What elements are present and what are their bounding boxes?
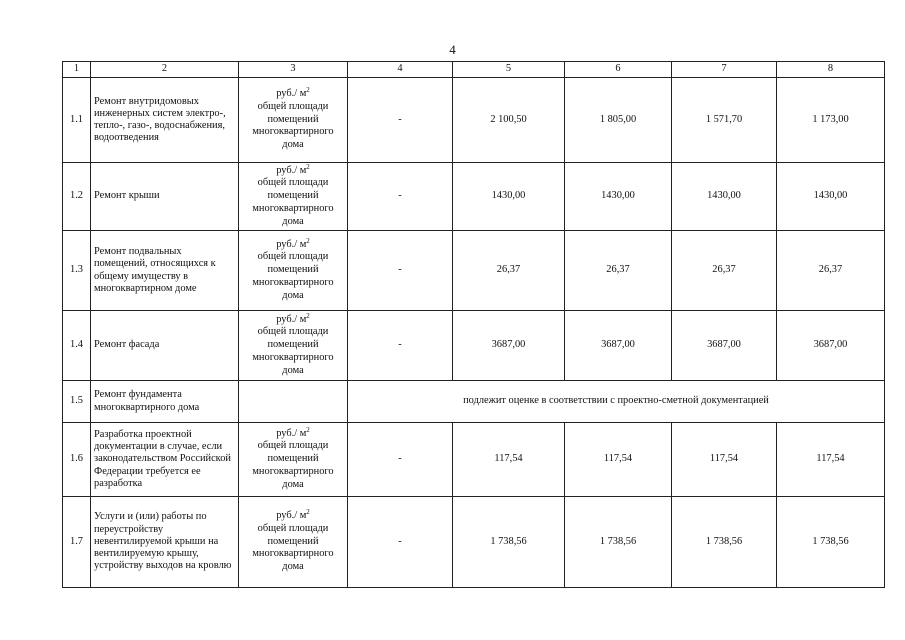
- unit-line5: дома: [282, 289, 304, 301]
- value-cell-8: 26,37: [777, 231, 885, 311]
- unit-line1: руб./ м: [276, 427, 307, 439]
- unit-sup: 2: [306, 236, 310, 245]
- row-number: 1.1: [63, 78, 91, 163]
- col4-cell: -: [348, 163, 453, 231]
- unit-cell: [239, 311, 348, 381]
- unit-cell: [239, 231, 348, 311]
- col4-cell: -: [348, 311, 453, 381]
- unit-line1: руб./ м: [276, 88, 307, 99]
- unit-line1: руб./ м: [276, 313, 307, 325]
- header-cell-1: 1: [63, 62, 91, 78]
- unit-line3: помещений: [267, 190, 319, 202]
- value-cell-6: 1430,00: [565, 163, 672, 231]
- value-cell-7: 1 571,70: [672, 78, 777, 163]
- unit-cell: [239, 423, 348, 497]
- value-cell-7: 26,37: [672, 231, 777, 311]
- header-cell-6: 6: [565, 62, 672, 78]
- work-name: Ремонт крыши: [91, 163, 239, 231]
- unit-line5: дома: [282, 561, 304, 573]
- value-cell-8: 117,54: [777, 423, 885, 497]
- col4-cell: -: [348, 497, 453, 588]
- unit-line3: помещений: [267, 339, 319, 351]
- unit-line2: общей площади: [257, 100, 329, 112]
- value-cell-5: 26,37: [453, 231, 565, 311]
- table-row: [63, 231, 885, 311]
- table-row: [63, 423, 885, 497]
- unit-sup: 2: [306, 86, 310, 94]
- unit-sup: 2: [306, 508, 310, 516]
- unit-line4: многоквартирного: [252, 202, 334, 214]
- header-cell-4: 4: [348, 62, 453, 78]
- unit-line3: помещений: [267, 535, 319, 547]
- rates-table: [62, 61, 885, 588]
- unit-line1: руб./ м: [276, 238, 307, 250]
- table-row: [63, 497, 885, 588]
- work-name: Услуги и (или) работы по переустройству невентилируемой крыши на вентилируемую крышу, устройству выходов на кровлю: [91, 497, 239, 588]
- unit-line5: дома: [282, 364, 304, 376]
- unit-cell: [239, 78, 348, 163]
- unit-line2: общей площади: [257, 522, 329, 534]
- header-row: [63, 62, 885, 78]
- table-row: [63, 78, 885, 163]
- header-cell-2: 2: [91, 62, 239, 78]
- unit-line3: помещений: [267, 453, 319, 465]
- table-row: [63, 163, 885, 231]
- value-cell-5: 1 738,56: [453, 497, 565, 588]
- header-cell-8: 8: [777, 62, 885, 78]
- unit-line4: многоквартирного: [252, 465, 334, 477]
- work-name: Ремонт фундамента многоквартирного дома: [91, 381, 239, 423]
- value-cell-5: 2 100,50: [453, 78, 565, 163]
- value-cell-7: 117,54: [672, 423, 777, 497]
- unit-cell-empty: [239, 381, 348, 423]
- col4-cell: -: [348, 78, 453, 163]
- table-row: [63, 381, 885, 423]
- unit-line5: дома: [282, 215, 304, 227]
- unit-line4: многоквартирного: [252, 126, 334, 138]
- value-cell-6: 117,54: [565, 423, 672, 497]
- value-cell-5: 3687,00: [453, 311, 565, 381]
- value-cell-5: 1430,00: [453, 163, 565, 231]
- work-name: Ремонт внутридомовых инженерных систем электро-, тепло-, газо-, водоснабжения, водоотведения: [91, 78, 239, 163]
- unit-line1: руб./ м: [276, 164, 307, 176]
- unit-line4: многоквартирного: [252, 351, 334, 363]
- unit-line3: помещений: [267, 113, 319, 125]
- unit-cell: [239, 163, 348, 231]
- value-cell-8: 3687,00: [777, 311, 885, 381]
- unit-line2: общей площади: [257, 326, 329, 338]
- col4-cell: -: [348, 231, 453, 311]
- assessment-note: подлежит оценке в соответствии с проектно-сметной документацией: [348, 381, 885, 423]
- work-name: Ремонт подвальных помещений, относящихся к общему имуществу в многоквартирном доме: [91, 231, 239, 311]
- page-number: 4: [449, 42, 456, 57]
- row-number: 1.4: [63, 311, 91, 381]
- unit-line5: дома: [282, 139, 304, 151]
- unit-line2: общей площади: [257, 177, 329, 189]
- header-cell-5: 5: [453, 62, 565, 78]
- value-cell-6: 1 738,56: [565, 497, 672, 588]
- unit-line4: многоквартирного: [252, 276, 334, 288]
- value-cell-8: 1430,00: [777, 163, 885, 231]
- value-cell-8: 1 173,00: [777, 78, 885, 163]
- row-number: 1.7: [63, 497, 91, 588]
- value-cell-5: 117,54: [453, 423, 565, 497]
- unit-line5: дома: [282, 478, 304, 490]
- unit-line4: многоквартирного: [252, 548, 334, 560]
- row-number: 1.6: [63, 423, 91, 497]
- unit-sup: 2: [306, 311, 310, 320]
- value-cell-6: 1 805,00: [565, 78, 672, 163]
- work-name: Ремонт фасада: [91, 311, 239, 381]
- unit-sup: 2: [306, 425, 310, 434]
- value-cell-6: 26,37: [565, 231, 672, 311]
- unit-line3: помещений: [267, 264, 319, 276]
- row-number: 1.5: [63, 381, 91, 423]
- unit-line2: общей площади: [257, 251, 329, 263]
- unit-cell: [239, 497, 348, 588]
- header-cell-7: 7: [672, 62, 777, 78]
- row-number: 1.3: [63, 231, 91, 311]
- value-cell-7: 1430,00: [672, 163, 777, 231]
- value-cell-8: 1 738,56: [777, 497, 885, 588]
- unit-sup: 2: [306, 162, 310, 171]
- col4-cell: -: [348, 423, 453, 497]
- unit-line1: руб./ м: [276, 510, 307, 521]
- table-row: [63, 311, 885, 381]
- value-cell-6: 3687,00: [565, 311, 672, 381]
- value-cell-7: 3687,00: [672, 311, 777, 381]
- work-name: Разработка проектной документации в случае, если законодательством Российской Федерации требуется ее разработка: [91, 423, 239, 497]
- value-cell-7: 1 738,56: [672, 497, 777, 588]
- unit-line2: общей площади: [257, 440, 329, 452]
- header-cell-3: 3: [239, 62, 348, 78]
- row-number: 1.2: [63, 163, 91, 231]
